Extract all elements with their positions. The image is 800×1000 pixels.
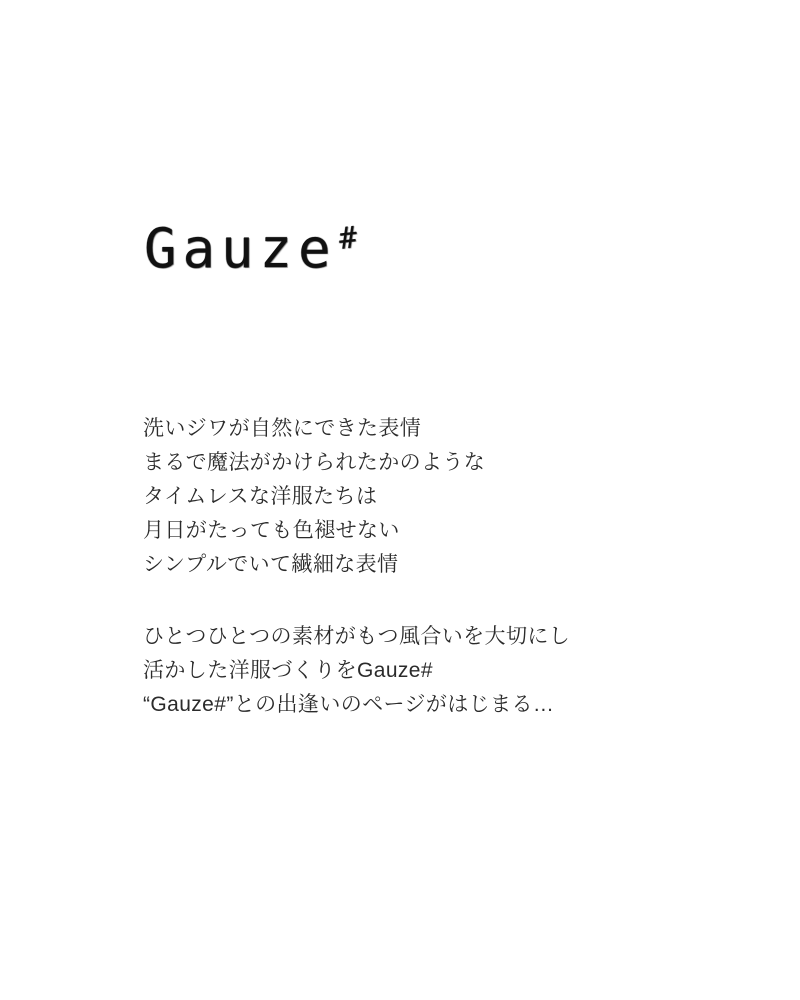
copy-line: まるで魔法がかけられたかのような <box>143 451 486 474</box>
copy-line: 活かした洋服づくりをGauze# <box>143 659 433 682</box>
copy-line: タイムレスな洋服たちは <box>143 485 378 508</box>
body-copy <box>143 412 703 722</box>
brand-name: Gauze <box>144 217 337 280</box>
brand-logo <box>144 217 359 280</box>
copy-line: 月日がたっても色褪せない <box>143 519 400 542</box>
stanza <box>143 412 703 582</box>
copy-line: シンプルでいて繊細な表情 <box>143 553 399 576</box>
stanza <box>143 620 703 722</box>
copy-line: ひとつひとつの素材がもつ風合いを大切にし <box>143 625 571 648</box>
copy-line: “Gauze#”との出逢いのページがはじまる… <box>143 693 555 716</box>
copy-line: 洗いジワが自然にできた表情 <box>143 417 422 440</box>
brand-hash-icon: # <box>336 220 359 257</box>
